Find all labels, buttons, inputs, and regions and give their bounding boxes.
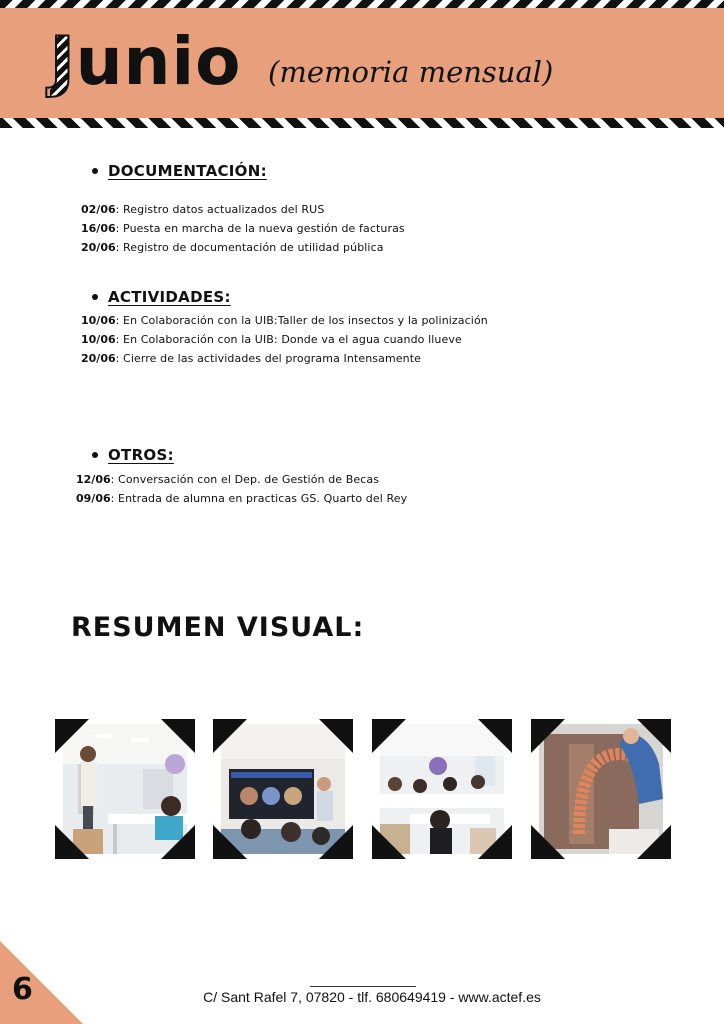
photo-presentation (213, 719, 353, 859)
otros-list (76, 470, 407, 508)
footer-divider (310, 986, 416, 987)
bullet-icon (92, 168, 98, 174)
photo-corner (55, 719, 89, 753)
actividades-list (81, 311, 488, 368)
footer-address: C/ Sant Rafel 7, 07820 - tlf. 680649419 - www.actef.es (203, 989, 541, 1005)
photo-corner (161, 719, 195, 753)
photo-corner (637, 719, 671, 753)
photo-corner (213, 825, 247, 859)
page-title (50, 22, 242, 102)
title-rest: unio (75, 23, 242, 100)
visual-summary-title: RESUMEN VISUAL: (71, 612, 365, 643)
list-item: 12/06: Conversación con el Dep. de Gestión de Becas (76, 473, 380, 486)
section-heading-otros (92, 446, 174, 464)
list-item: 20/06: Cierre de las actividades del programa Intensamente (81, 352, 421, 365)
photo-corner (637, 825, 671, 859)
heading-label: OTROS: (108, 446, 174, 464)
list-item: 16/06: Puesta en marcha de la nueva gestión de facturas (81, 222, 405, 235)
header-zigzag-top (0, 0, 724, 8)
photo-corner (161, 825, 195, 859)
photo-classroom (55, 719, 195, 859)
photo-corner (478, 719, 512, 753)
heading-label: DOCUMENTACIÓN: (108, 162, 267, 180)
list-item: 09/06: Entrada de alumna en practicas GS. Quarto del Rey (76, 492, 408, 505)
list-item: 20/06: Registro de documentación de utilidad pública (81, 241, 384, 254)
bullet-icon (92, 294, 98, 300)
header-zigzag-bottom (0, 118, 724, 128)
photo-craft-activity (531, 719, 671, 859)
photo-corner (55, 825, 89, 859)
documentacion-list (81, 200, 405, 257)
bullet-icon (92, 452, 98, 458)
photo-corner (478, 825, 512, 859)
photo-corner (319, 719, 353, 753)
list-item: 10/06: En Colaboración con la UIB: Donde va el agua cuando llueve (81, 333, 462, 346)
page-number: 6 (12, 972, 33, 1007)
photo-group-workshop (372, 719, 512, 859)
photo-corner (213, 719, 247, 753)
heading-label: ACTIVIDADES: (108, 288, 231, 306)
section-heading-documentacion (92, 162, 267, 180)
photo-corner (372, 719, 406, 753)
title-initial (50, 22, 76, 102)
list-item: 10/06: En Colaboración con la UIB:Taller de los insectos y la polinización (81, 314, 488, 327)
photo-corner (319, 825, 353, 859)
photo-corner (531, 719, 565, 753)
striped-letter-icon: J (50, 23, 76, 100)
page-subtitle: (memoria mensual) (268, 55, 554, 89)
photo-corner (531, 825, 565, 859)
list-item: 02/06: Registro datos actualizados del RUS (81, 203, 325, 216)
section-heading-actividades (92, 288, 231, 306)
photo-corner (372, 825, 406, 859)
